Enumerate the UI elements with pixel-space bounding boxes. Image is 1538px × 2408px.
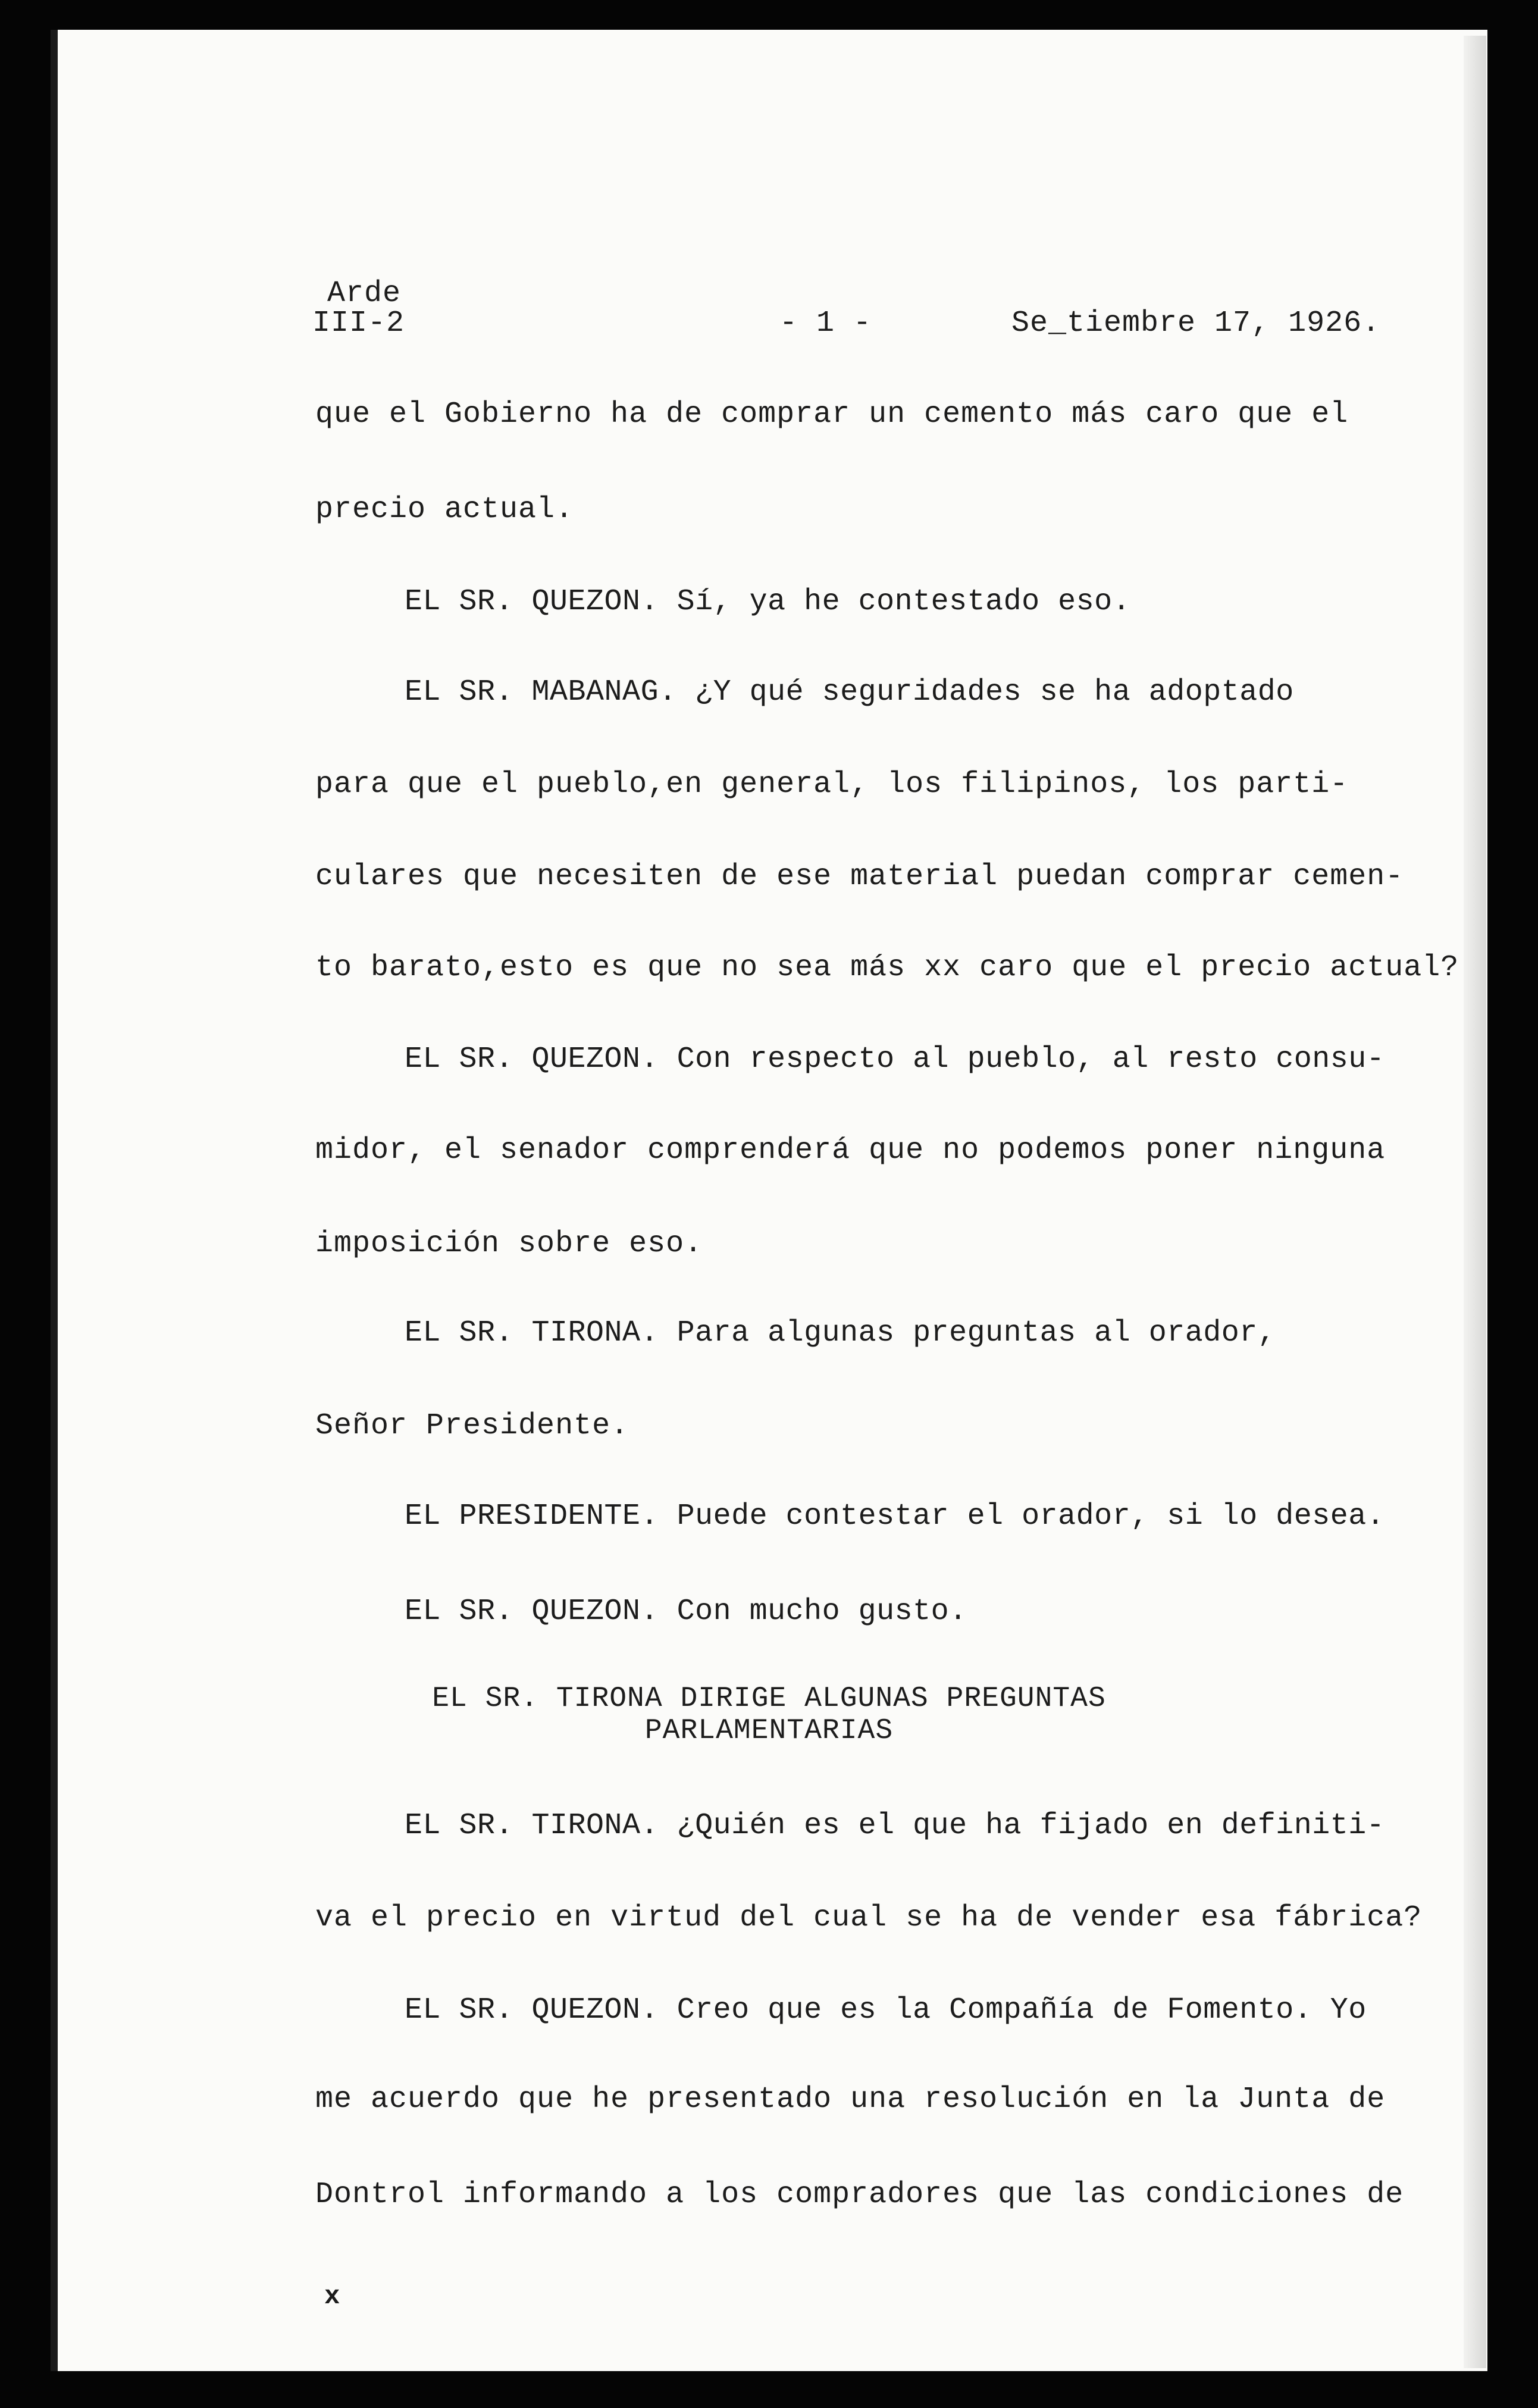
page-number: - 1 -	[779, 306, 872, 340]
body-line: EL SR. TIRONA. ¿Quién es el que ha fijado en definiti-	[405, 1809, 1385, 1843]
body-line: EL SR. QUEZON. Creo que es la Compañía de Fomento. Yo	[405, 1993, 1367, 2027]
body-line: EL SR. QUEZON. Con respecto al pueblo, al resto consu-	[405, 1042, 1385, 1076]
body-line: imposición sobre eso.	[315, 1227, 703, 1261]
body-line: Dontrol informando a los compradores que las condiciones de	[315, 2178, 1404, 2212]
section-heading-continued: PARLAMENTARIAS	[644, 1715, 894, 1747]
body-line: EL SR. TIRONA. Para algunas preguntas al orador,	[405, 1316, 1276, 1350]
body-line: me acuerdo que he presentado una resolución en la Junta de	[315, 2083, 1386, 2116]
body-line: que el Gobierno ha de comprar un cemento más caro que el	[315, 397, 1349, 431]
section-heading: EL SR. TIRONA DIRIGE ALGUNAS PREGUNTAS	[432, 1683, 1106, 1715]
body-line: EL SR. QUEZON. Sí, ya he contestado eso.	[405, 585, 1131, 619]
header-date: Se_tiembre 17, 1926.	[1011, 306, 1381, 340]
body-line: Señor Presidente.	[315, 1409, 629, 1443]
header-author: Arde	[327, 277, 402, 311]
body-line: va el precio en virtud del cual se ha de vender esa fábrica?	[315, 1901, 1423, 1935]
body-line: EL SR. QUEZON. Con mucho gusto.	[405, 1595, 967, 1629]
body-line: culares que necesiten de ese material puedan comprar cemen-	[315, 860, 1404, 894]
body-line: para que el pueblo,en general, los filipinos, los parti-	[315, 768, 1349, 801]
header-code: III-2	[312, 306, 405, 340]
footer-mark: x	[324, 2282, 341, 2312]
body-line: EL PRESIDENTE. Puede contestar el orador, si lo desea.	[405, 1499, 1385, 1533]
body-line: midor, el senador comprenderá que no podemos poner ninguna	[315, 1133, 1386, 1167]
body-line: to barato,esto es que no sea más xx caro que el precio actual?	[315, 951, 1459, 985]
body-line: EL SR. MABANAG. ¿Y qué seguridades se ha adoptado	[405, 675, 1294, 709]
body-line: precio actual.	[315, 493, 574, 527]
